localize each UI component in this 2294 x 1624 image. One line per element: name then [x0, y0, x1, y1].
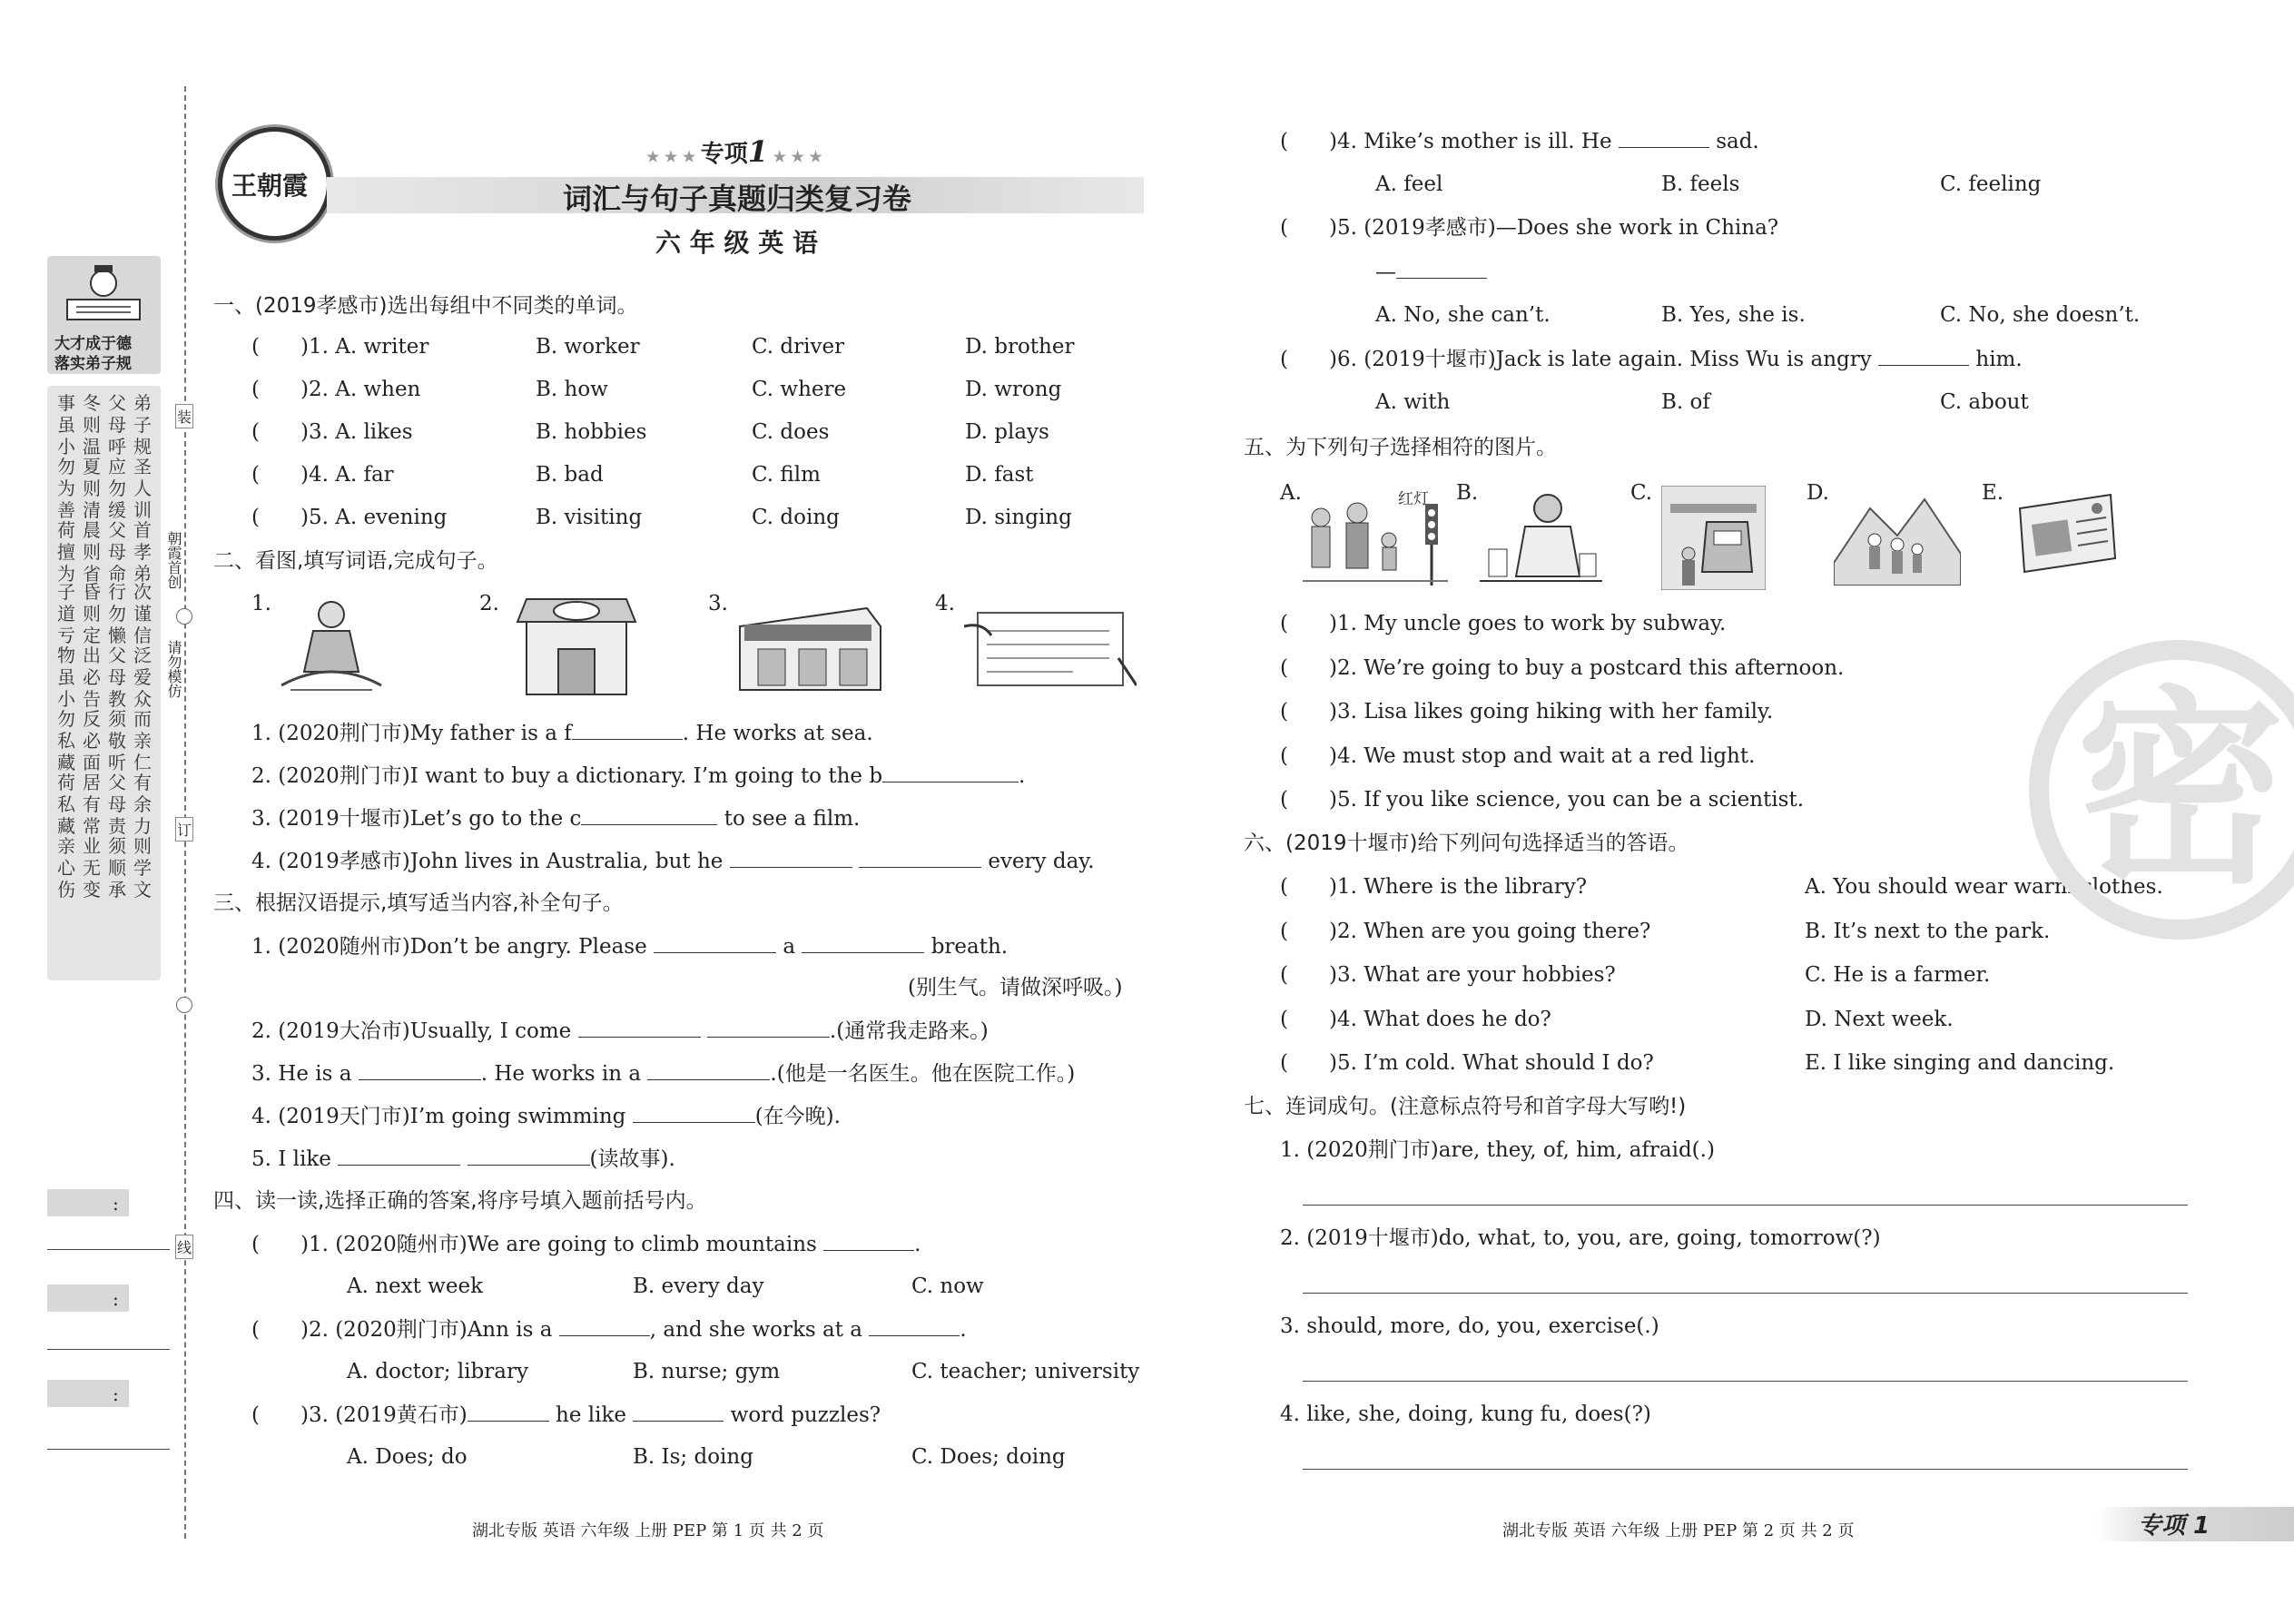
part5-item: [1280, 698, 1773, 725]
part5-item: [1280, 655, 1844, 682]
part3-sentence-1: [251, 932, 1008, 960]
cinema-picture: [731, 599, 885, 699]
sidebar-poem-column: 应勿缓: [108, 456, 126, 521]
part4-q4: [1280, 127, 1759, 155]
part4-q5-opt-a: A. No, she can’t.: [1375, 303, 1551, 327]
part1-option-a: )3. A. likes: [300, 420, 413, 444]
part5-pic-a-text: 红灯: [1398, 490, 1429, 508]
answer-blank[interactable]: [338, 1145, 460, 1166]
sidebar-field-2-line: [47, 1349, 170, 1350]
binding-dashed-line: [184, 86, 186, 1539]
part4-q3-opt-c: C. Does; doing: [911, 1445, 1066, 1469]
answer-blank[interactable]: [581, 804, 717, 825]
part4-q3: [251, 1401, 881, 1429]
part5-item-text: )1. My uncle goes to work by subway.: [1328, 612, 1727, 635]
part6-question-text: )5. I’m cold. What should I do?: [1328, 1051, 1654, 1075]
part4-q1-opt-a: A. next week: [347, 1275, 484, 1298]
sidebar-field-1-colon: :: [113, 1193, 119, 1215]
sidebar-poem-column: 次谨信: [133, 581, 152, 646]
answer-blank[interactable]: [730, 847, 852, 868]
special-num: 1: [747, 134, 769, 169]
part4-q2-mid: , and she works at a: [649, 1318, 863, 1342]
sidebar-poem-column: 反必面: [83, 708, 101, 773]
part6-answer: B. It’s next to the park.: [1805, 919, 2051, 943]
part2-s2-end: .: [1019, 764, 1026, 788]
part2-heading: 二、看图,填写词语,完成句子。: [213, 549, 498, 573]
part2-sentence-2: [251, 762, 1025, 790]
part6-question-text: )3. What are your hobbies?: [1328, 963, 1616, 987]
part6-question-text: )1. Where is the library?: [1328, 875, 1588, 899]
answer-blank[interactable]: [1396, 258, 1487, 279]
sidebar-poem-column: 父母命: [108, 519, 126, 585]
part4-q2: [251, 1315, 967, 1343]
part1-question: [251, 376, 420, 403]
postcard-picture: [2011, 490, 2120, 576]
part4-q4-opt-b: B. feels: [1661, 172, 1740, 196]
part4-q6-opt-a: A. with: [1375, 390, 1451, 414]
dictionary-picture: [964, 604, 1137, 694]
part4-q1-end: .: [914, 1233, 921, 1256]
sidebar-poem-column: 父母责: [108, 772, 126, 837]
footer-left: 湖北专版 英语 六年级 上册 PEP 第 1 页 共 2 页: [472, 1521, 824, 1540]
sidebar-poem-column: 泛爱众: [133, 645, 152, 710]
part3-s5-end: (读故事).: [589, 1147, 675, 1171]
part6-question: [1280, 961, 1616, 989]
part5-pic-label-e: E.: [1982, 481, 2004, 505]
part4-q3-text: )3. (2019黄石市): [300, 1403, 468, 1427]
part5-item-text: )5. If you like science, you can be a scientist.: [1328, 788, 1805, 812]
part1-option-b: B. bad: [536, 463, 604, 487]
part4-q6-end: him.: [1975, 348, 2023, 371]
part7-answer-line[interactable]: [1303, 1469, 2188, 1470]
part5-pic-label-b: B.: [1456, 481, 1479, 505]
part6-answer: C. He is a farmer.: [1805, 963, 1991, 987]
sidebar-poem-column: 业无变: [83, 835, 101, 901]
part1-option-b: B. hobbies: [536, 420, 647, 444]
part4-q6-opt-c: C. about: [1940, 390, 2029, 414]
sidebar-motto-1: 大才成于德: [54, 335, 132, 353]
part5-item-text: )4. We must stop and wait at a red light.: [1328, 743, 1756, 768]
part2-s4-end: every day.: [988, 850, 1095, 873]
part4-q6: [1280, 345, 2023, 373]
sidebar-poem-column: 父母教: [108, 645, 126, 710]
left-binding-sidebar: [0, 0, 195, 1624]
vertical-note-2: 请勿模仿: [165, 640, 182, 698]
sidebar-poem-column: 父母呼: [108, 392, 126, 458]
scholar-figure-icon: [47, 256, 161, 329]
footer-right: 湖北专版 英语 六年级 上册 PEP 第 2 页 共 2 页: [1502, 1521, 1855, 1540]
part3-s2-end: .(通常我走路来。): [829, 1019, 989, 1043]
sidebar-field-3-colon: :: [113, 1383, 119, 1405]
part2-sentence-4: [251, 847, 1095, 875]
part4-q5: [1280, 214, 1778, 241]
answer-paren[interactable]: (: [251, 1233, 260, 1256]
part1-option-d: D. singing: [965, 506, 1072, 529]
answer-blank[interactable]: [468, 1145, 590, 1166]
part1-option-a: )2. A. when: [300, 378, 421, 401]
part3-heading: 三、根据汉语提示,填写适当内容,补全句子。: [213, 891, 624, 915]
answer-blank[interactable]: [859, 847, 981, 868]
part7-item: 3. should, more, do, you, exercise(.): [1280, 1314, 1659, 1338]
page-title: 词汇与句子真题归类复习卷: [563, 182, 912, 216]
part6-question-text: )4. What does he do?: [1328, 1007, 1551, 1031]
binding-mark-1: 装: [175, 404, 193, 428]
part7-answer-line[interactable]: [1303, 1293, 2188, 1294]
part2-s1-end: . He works at sea.: [682, 722, 873, 745]
part4-q6-opt-b: B. of: [1661, 390, 1710, 414]
sidebar-field-3-line: [47, 1449, 170, 1450]
part3-s4-text: 4. (2019天门市)I’m going swimming: [251, 1105, 626, 1128]
sidebar-poem-column: 勿为善: [57, 456, 75, 521]
answer-paren[interactable]: (: [251, 506, 260, 529]
sidebar-poem-column: 荷私藏: [57, 772, 75, 837]
part1-option-a: )1. A. writer: [300, 335, 429, 359]
part4-q6-text: )6. (2019十堰市)Jack is late again. Miss Wu is angry: [1328, 348, 1872, 371]
sidebar-motto-2: 落实弟子规: [54, 355, 132, 373]
answer-paren[interactable]: (: [1280, 788, 1288, 812]
sidebar-poem-column: 荷擅为: [57, 519, 75, 585]
sidebar-poem-column: 晨则省: [83, 519, 101, 585]
sidebar-poem-column: 事虽小: [57, 392, 75, 458]
part4-q4-opt-a: A. feel: [1375, 172, 1443, 196]
sidebar-poem-column: 行勿懒: [108, 581, 126, 646]
part2-s2-text: 2. (2020荆门市)I want to buy a dictionary. I’m going to the b: [251, 764, 883, 788]
part2-pic-num-3: 3.: [708, 592, 728, 615]
part4-q3-end: word puzzles?: [730, 1403, 881, 1427]
part2-s3-text: 3. (2019十堰市)Let’s go to the c: [251, 807, 582, 831]
answer-paren[interactable]: (: [1280, 875, 1288, 899]
answer-paren[interactable]: (: [1280, 130, 1288, 153]
binding-mark-2: 订: [175, 817, 193, 842]
part6-heading: 六、(2019十堰市)给下列问句选择适当的答语。: [1244, 832, 1689, 855]
page-subtitle: 六 年 级 英 语: [655, 228, 818, 258]
sidebar-poem-column: 首孝弟: [133, 519, 152, 585]
sidebar-poem-column: 昏则定: [83, 581, 101, 646]
part3-sentence-5: [251, 1145, 675, 1173]
part2-s1-text: 1. (2020荆门市)My father is a f: [251, 722, 572, 745]
part5-heading: 五、为下列句子选择相符的图片。: [1244, 436, 1557, 459]
part2-pic-num-2: 2.: [479, 592, 499, 615]
part3-sentence-1-cn: (别生气。请做深呼吸。): [908, 976, 1123, 999]
part7-item: 4. like, she, doing, kung fu, does(?): [1280, 1403, 1651, 1426]
part6-answer: D. Next week.: [1805, 1007, 1954, 1031]
answer-blank[interactable]: [1619, 127, 1709, 148]
answer-blank[interactable]: [654, 932, 776, 953]
part3-sentence-3: [251, 1059, 1075, 1088]
part1-option-c: C. film: [752, 463, 821, 487]
part1-option-d: D. fast: [965, 463, 1034, 487]
part3-s4-end: (在今晚).: [754, 1105, 841, 1128]
part6-answer: A. You should wear warm clothes.: [1805, 875, 2163, 899]
part1-option-a: )5. A. evening: [300, 506, 448, 529]
answer-paren[interactable]: (: [251, 1403, 260, 1427]
sidebar-poem-column: 出必告: [83, 645, 101, 710]
sidebar-poem-column: 须顺承: [108, 835, 126, 901]
part5-pic-label-d: D.: [1807, 481, 1829, 505]
fisherman-picture: [272, 595, 390, 699]
sidebar-poem-column: 而亲仁: [133, 708, 152, 773]
sidebar-poem-column: 勿私藏: [57, 708, 75, 773]
answer-blank[interactable]: [559, 1315, 650, 1336]
part2-sentence-3: [251, 804, 860, 832]
watermark-text: 密: [2076, 670, 2286, 912]
part5-pic-label-c: C.: [1630, 481, 1653, 505]
sidebar-poem-column: 夏则清: [83, 456, 101, 521]
answer-blank[interactable]: [633, 1401, 724, 1422]
part1-option-b: B. worker: [536, 335, 640, 359]
sidebar-poem-column: 冬则温: [83, 392, 101, 458]
star-icon: ★ ★ ★: [768, 148, 822, 165]
part7-heading: 七、连词成句。(注意标点符号和首字母大写哟!): [1244, 1095, 1687, 1118]
answer-paren[interactable]: (: [1280, 700, 1288, 723]
part4-q5-opt-c: C. No, she doesn’t.: [1940, 303, 2141, 327]
sidebar-poem-column: 居有常: [83, 772, 101, 837]
answer-blank[interactable]: [578, 1017, 701, 1038]
answer-paren[interactable]: (: [251, 1318, 260, 1342]
part2-pic-num-1: 1.: [251, 592, 271, 615]
sidebar-poem-column: 亲心伤: [57, 835, 75, 901]
part4-q4-end: sad.: [1716, 130, 1759, 153]
part4-q1-text: )1. (2020随州市)We are going to climb mountains: [300, 1233, 817, 1256]
logo-text: 王朝霞: [231, 171, 309, 201]
sidebar-poem-column: 子道亏: [57, 581, 75, 646]
part3-s1-end: breath.: [930, 935, 1009, 959]
answer-paren[interactable]: (: [1280, 1051, 1288, 1075]
answer-blank[interactable]: [1878, 345, 1969, 366]
answer-paren[interactable]: (: [1280, 612, 1288, 635]
sidebar-poem-column: 弟子规: [133, 392, 152, 458]
part7-item: 1. (2020荆门市)are, they, of, him, afraid(.): [1280, 1138, 1715, 1162]
binding-circle-1: [176, 608, 192, 625]
part1-option-c: C. does: [752, 420, 830, 444]
part1-question: [251, 461, 394, 488]
binding-circle-2: [176, 997, 192, 1013]
bookstore-picture: [508, 595, 645, 699]
part1-option-b: B. how: [536, 378, 608, 401]
part6-question: [1280, 918, 1650, 945]
answer-blank[interactable]: [633, 1102, 755, 1123]
part5-item: [1280, 610, 1726, 637]
answer-blank[interactable]: [468, 1401, 549, 1422]
part1-question: [251, 418, 413, 446]
part4-q2-opt-a: A. doctor; library: [347, 1360, 528, 1383]
answer-paren[interactable]: (: [251, 335, 260, 359]
part4-q3-mid: he like: [556, 1403, 627, 1427]
answer-paren[interactable]: (: [251, 420, 260, 444]
answer-blank[interactable]: [359, 1059, 481, 1080]
answer-blank[interactable]: [572, 719, 683, 740]
answer-paren[interactable]: (: [1280, 1007, 1288, 1031]
part4-q2-text: )2. (2020荆门市)Ann is a: [300, 1318, 553, 1342]
part4-q2-end: .: [960, 1318, 967, 1342]
sidebar-poem-column: 圣人训: [133, 456, 152, 521]
part4-q1-opt-b: B. every day: [633, 1275, 764, 1298]
part4-q4-text: )4. Mike’s mother is ill. He: [1328, 130, 1612, 153]
answer-paren[interactable]: (: [251, 463, 260, 487]
answer-blank[interactable]: [647, 1059, 770, 1080]
part4-q5-dash: —: [1375, 261, 1396, 284]
answer-blank[interactable]: [707, 1017, 830, 1038]
part4-q1-opt-c: C. now: [911, 1275, 984, 1298]
sidebar-field-1-line: [47, 1249, 170, 1250]
header-special-tag: [646, 134, 822, 169]
part3-s3-text: 3. He is a: [251, 1062, 352, 1086]
answer-paren[interactable]: (: [1280, 963, 1288, 987]
part5-item: [1280, 743, 1755, 770]
sidebar-poem-column: 物虽小: [57, 645, 75, 710]
part7-answer-line[interactable]: [1303, 1381, 2188, 1382]
part1-option-a: )4. A. far: [300, 463, 394, 487]
sidebar-poem-column: 则学文: [133, 835, 152, 901]
answer-paren[interactable]: (: [1280, 348, 1288, 371]
part4-q3-opt-a: A. Does; do: [347, 1445, 468, 1469]
part5-item-text: )2. We’re going to buy a postcard this afternoon.: [1328, 655, 1845, 680]
part3-s5-text: 5. I like: [251, 1147, 331, 1171]
part4-q5-text: )5. (2019孝感市)—Does she work in China?: [1328, 216, 1779, 240]
part5-pic-label-a: A.: [1280, 481, 1302, 505]
answer-blank[interactable]: [823, 1230, 914, 1251]
part1-option-d: D. plays: [965, 420, 1049, 444]
answer-paren[interactable]: (: [1280, 655, 1288, 680]
part1-option-c: C. doing: [752, 506, 840, 529]
part1-question: [251, 504, 447, 531]
part1-option-d: D. wrong: [965, 378, 1062, 401]
sidebar-poem-column: 有余力: [133, 772, 152, 837]
logo-emblem: [218, 127, 331, 241]
star-icon: ★ ★ ★: [646, 148, 701, 165]
part4-q1: [251, 1230, 921, 1258]
answer-paren[interactable]: (: [1280, 743, 1288, 768]
part4-q2-opt-c: C. teacher; university: [911, 1360, 1140, 1383]
answer-blank[interactable]: [882, 762, 1019, 782]
subway-picture: [1661, 486, 1766, 590]
footer-tag: 专项 1: [2138, 1512, 2210, 1540]
part4-q5-reply: [1375, 258, 1487, 286]
part7-item: 2. (2019十堰市)do, what, to, you, are, going, tomorrow(?): [1280, 1226, 1881, 1250]
part6-question: [1280, 1049, 1654, 1077]
part4-q4-opt-c: C. feeling: [1940, 172, 2042, 196]
part6-question: [1280, 873, 1587, 901]
part7-answer-line[interactable]: [1303, 1205, 2188, 1206]
part5-item-text: )3. Lisa likes going hiking with her family.: [1328, 700, 1774, 723]
part1-question: [251, 333, 428, 360]
part3-s1-mid: a: [783, 935, 796, 959]
part1-option-c: C. where: [752, 378, 847, 401]
hiking-family-picture: [1834, 490, 1961, 586]
answer-paren[interactable]: (: [1280, 216, 1288, 240]
answer-paren[interactable]: (: [251, 378, 260, 401]
answer-paren[interactable]: (: [1280, 919, 1288, 943]
part3-s2-text: 2. (2019大冶市)Usually, I come: [251, 1019, 572, 1043]
part4-q2-opt-b: B. nurse; gym: [633, 1360, 781, 1383]
part5-item: [1280, 786, 1804, 813]
part6-question-text: )2. When are you going there?: [1328, 919, 1651, 943]
vertical-note-1: 朝霞首创: [165, 531, 182, 589]
part1-heading: 一、(2019孝感市)选出每组中不同类的单词。: [213, 294, 638, 318]
special-label: 专项: [700, 141, 748, 168]
part3-s1-text: 1. (2020随州市)Don’t be angry. Please: [251, 935, 647, 959]
part4-q5-opt-b: B. Yes, she is.: [1661, 303, 1806, 327]
part3-sentence-4: [251, 1102, 841, 1130]
answer-blank[interactable]: [802, 932, 924, 953]
part3-s3-mid: . He works in a: [480, 1062, 642, 1086]
part1-option-b: B. visiting: [536, 506, 643, 529]
part1-option-c: C. driver: [752, 335, 845, 359]
sidebar-poem-column: 须敬听: [108, 708, 126, 773]
sidebar-portrait-card: [47, 256, 161, 374]
part4-heading: 四、读一读,选择正确的答案,将序号填入题前括号内。: [213, 1189, 707, 1213]
part2-s3-end: to see a film.: [724, 807, 861, 831]
part2-s4-text: 4. (2019孝感市)John lives in Australia, but he: [251, 850, 724, 873]
part6-question: [1280, 1006, 1551, 1033]
part6-answer: E. I like singing and dancing.: [1805, 1051, 2115, 1075]
binding-mark-3: 线: [175, 1235, 193, 1259]
part2-pic-num-4: 4.: [935, 592, 955, 615]
sidebar-field-2-colon: :: [113, 1288, 119, 1310]
part2-sentence-1: [251, 719, 873, 747]
part1-option-d: D. brother: [965, 335, 1075, 359]
scientist-picture: [1480, 486, 1602, 590]
part4-q3-opt-b: B. Is; doing: [633, 1445, 753, 1469]
part3-sentence-2: [251, 1017, 989, 1045]
part3-s3-end: .(他是一名医生。他在医院工作。): [770, 1062, 1076, 1086]
answer-blank[interactable]: [869, 1315, 960, 1336]
